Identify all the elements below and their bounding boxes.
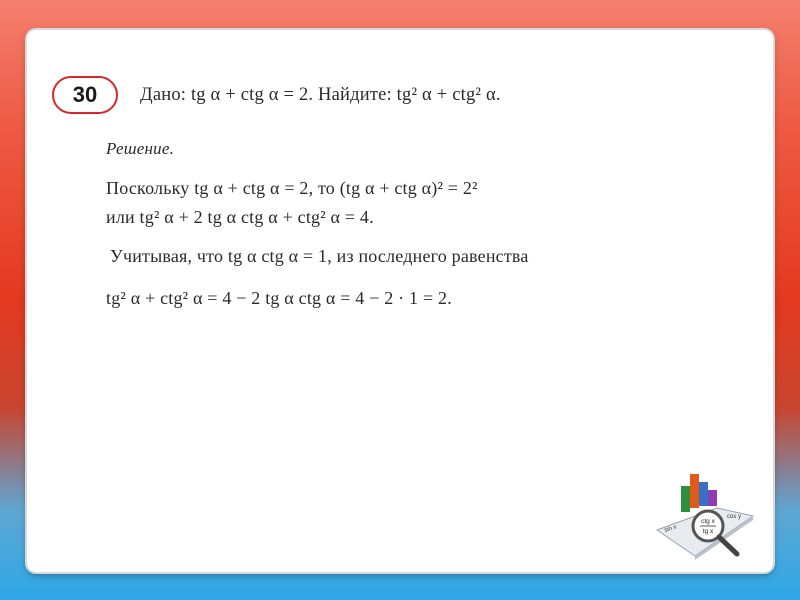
- task-number: 30: [72, 82, 98, 107]
- solution-line-3: Учитывая, что tg α ctg α = 1, из последнего равенства: [110, 246, 529, 266]
- solution-line-2: или tg² α + 2 tg α ctg α + ctg² α = 4.: [106, 207, 374, 227]
- logo-label-cos: cos y: [727, 514, 742, 520]
- math-logo-icon: [655, 468, 755, 560]
- logo-label-sin: sin x: [663, 524, 678, 534]
- problem-statement: Дано: tg α + ctg α = 2. Найдите: tg² α + ctg² α.: [140, 85, 501, 105]
- logo-bar-purple: [708, 490, 717, 506]
- logo-bar-blue: [699, 482, 708, 506]
- logo-bar-green: [681, 486, 690, 512]
- solution-line-4: tg² α + ctg² α = 4 − 2 tg α ctg α = 4 − 2 · 1 = 2.: [106, 288, 452, 308]
- logo-bar-orange: [690, 474, 699, 508]
- logo-label-tg: tg x: [702, 528, 714, 535]
- logo-label-ctg: ctg x: [701, 518, 715, 525]
- task-number-badge: [52, 76, 118, 114]
- solution-label: Решение.: [106, 139, 175, 158]
- solution-line-1: Поскольку tg α + ctg α = 2, то (tg α + ctg α)² = 2²: [106, 178, 478, 198]
